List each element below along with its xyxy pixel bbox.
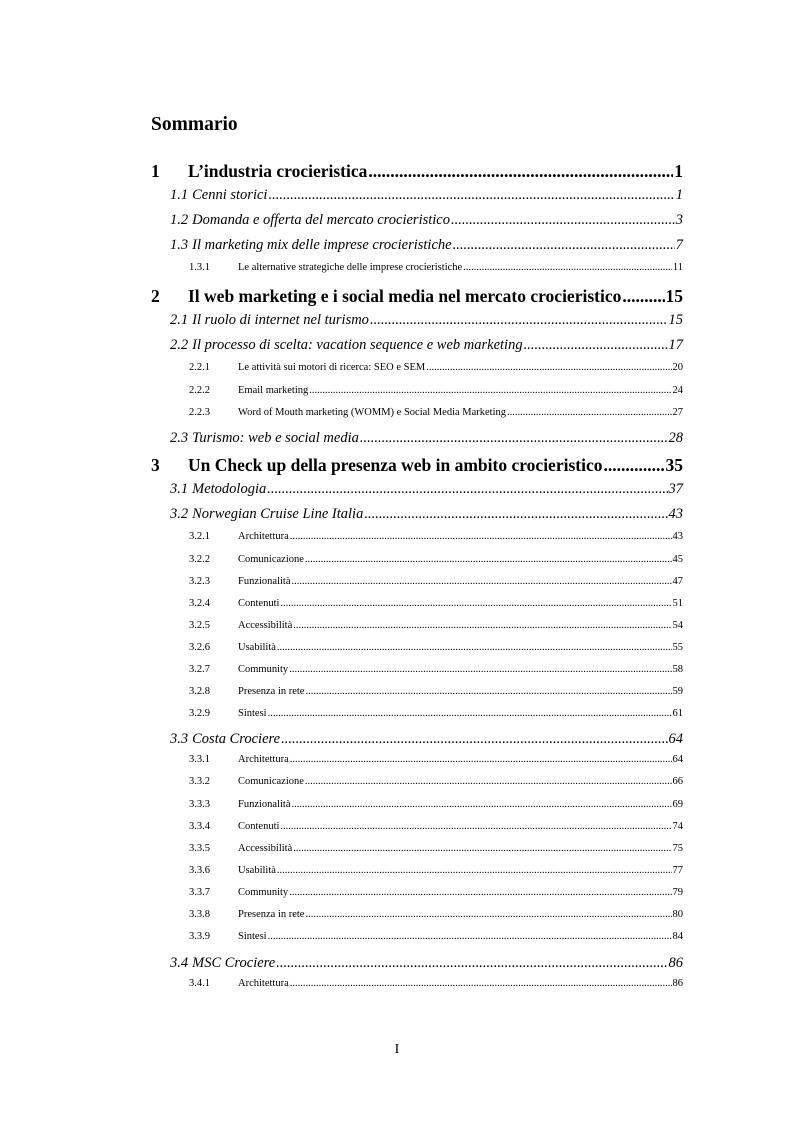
toc-entry-page: 17 — [668, 337, 683, 353]
dot-leader — [305, 686, 671, 697]
dot-leader — [293, 843, 671, 854]
dot-leader — [305, 776, 672, 787]
toc-entry-page: 45 — [672, 554, 683, 565]
toc-entry-title: Le alternative strategiche delle imprese crocieristiche — [238, 262, 463, 273]
toc-entry-title: Domanda e offerta del mercato crocieristico — [192, 212, 450, 228]
toc-entry-page: 27 — [672, 407, 683, 418]
dot-leader — [370, 312, 668, 329]
toc-entry-level2[interactable] — [170, 237, 683, 254]
toc-entry-level1[interactable] — [151, 286, 683, 307]
toc-entry-page: 54 — [672, 620, 683, 631]
toc-entry-number: 1.1 — [170, 187, 189, 203]
toc-entry-title: Funzionalità — [238, 799, 291, 810]
toc-entry-number: 3.3.5 — [189, 843, 210, 854]
toc-entry-level2[interactable] — [170, 731, 683, 748]
toc-entry-page: 3 — [675, 212, 683, 228]
dot-leader — [276, 955, 667, 972]
toc-entry-page: 61 — [672, 708, 683, 719]
toc-entry-level2[interactable] — [170, 212, 683, 229]
dot-leader — [268, 708, 672, 719]
toc-entry-page: 58 — [672, 664, 683, 675]
toc-entry-title: Architettura — [238, 531, 289, 542]
toc-entry-level3[interactable] — [189, 708, 683, 719]
dot-leader — [463, 262, 672, 273]
toc-entry-number: 3 — [151, 455, 160, 475]
toc-entry-number: 3.3.1 — [189, 754, 210, 765]
toc-entry-number: 3.2.1 — [189, 531, 210, 542]
toc-entry-number: 2.2.1 — [189, 362, 210, 373]
toc-entry-title: Comunicazione — [238, 554, 304, 565]
toc-entry-title: Il web marketing e i social media nel mercato crocieristico — [188, 286, 622, 306]
toc-entry-title: Norwegian Cruise Line Italia — [192, 506, 364, 522]
toc-entry-title: Un Check up della presenza web in ambito crocieristico — [188, 455, 603, 475]
toc-entry-title: Sintesi — [238, 708, 267, 719]
toc-entry-page: 59 — [672, 686, 683, 697]
toc-entry-level3[interactable] — [189, 887, 683, 898]
page-number: I — [394, 1042, 400, 1057]
toc-entry-page: 11 — [672, 262, 683, 273]
toc-entry-level3[interactable] — [189, 531, 683, 542]
dot-leader — [426, 362, 671, 373]
toc-entry-level3[interactable] — [189, 799, 683, 810]
toc-entry-level2[interactable] — [170, 312, 683, 329]
toc-entry-page: 1 — [674, 161, 683, 181]
toc-entry-page: 75 — [672, 843, 683, 854]
dot-leader — [289, 887, 671, 898]
toc-entry-page: 1 — [675, 187, 683, 203]
dot-leader — [360, 430, 668, 447]
page-title: Sommario — [151, 114, 238, 135]
dot-leader — [277, 865, 672, 876]
toc-entry-page: 20 — [672, 362, 683, 373]
toc-entry-number: 3.3.2 — [189, 776, 210, 787]
toc-entry-level1[interactable] — [151, 161, 683, 182]
toc-entry-number: 1.2 — [170, 212, 189, 228]
toc-entry-page: 64 — [668, 731, 683, 747]
toc-entry-number: 3.3.4 — [189, 821, 210, 832]
toc-entry-title: Il marketing mix delle imprese crocieristiche — [192, 237, 452, 253]
toc-entry-title: Le attività sui motori di ricerca: SEO e SEM — [238, 362, 426, 373]
dot-leader — [267, 481, 667, 498]
toc-entry-level2[interactable] — [170, 337, 683, 354]
toc-entry-page: 47 — [672, 576, 683, 587]
toc-entry-number: 3.2.2 — [189, 554, 210, 565]
dot-leader — [280, 598, 671, 609]
toc-entry-number: 3.3.8 — [189, 909, 210, 920]
dot-leader — [451, 212, 675, 229]
toc-entry-title: Architettura — [238, 978, 289, 989]
toc-entry-level3[interactable] — [189, 620, 683, 631]
toc-entry-number: 1 — [151, 161, 160, 181]
toc-entry-number: 3.2.9 — [189, 708, 210, 719]
toc-entry-number: 2.1 — [170, 312, 189, 328]
toc-entry-level3[interactable] — [189, 909, 683, 920]
toc-entry-level3[interactable] — [189, 821, 683, 832]
toc-entry-title: Il processo di scelta: vacation sequence e web marketing — [192, 337, 523, 353]
toc-entry-level3[interactable] — [189, 776, 683, 787]
toc-entry-page: 51 — [672, 598, 683, 609]
dot-leader — [268, 187, 674, 204]
toc-entry-level2[interactable] — [170, 481, 683, 498]
toc-entry-title: Usabilità — [238, 642, 276, 653]
toc-entry-number: 3.1 — [170, 481, 189, 497]
toc-entry-number: 3.4 — [170, 955, 189, 971]
dot-leader — [280, 821, 671, 832]
toc-entry-page: 69 — [672, 799, 683, 810]
toc-entry-number: 3.4.1 — [189, 978, 210, 989]
dot-leader — [290, 978, 672, 989]
toc-entry-page: 35 — [665, 455, 683, 475]
toc-entry-level3[interactable] — [189, 576, 683, 587]
toc-entry-level3[interactable] — [189, 598, 683, 609]
dot-leader — [292, 576, 672, 587]
toc-entry-title: Sintesi — [238, 931, 267, 942]
toc-entry-number: 2.2.2 — [189, 385, 210, 396]
toc-entry-level2[interactable] — [170, 187, 683, 204]
toc-entry-page: 66 — [672, 776, 683, 787]
toc-entry-page: 43 — [668, 506, 683, 522]
dot-leader — [309, 385, 671, 396]
toc-entry-page: 74 — [672, 821, 683, 832]
toc-entry-level1[interactable] — [151, 455, 683, 476]
toc-entry-number: 2.3 — [170, 430, 189, 446]
toc-entry-level3[interactable] — [189, 262, 683, 273]
dot-leader — [277, 642, 672, 653]
toc-entry-page: 79 — [672, 887, 683, 898]
dot-leader — [368, 161, 673, 182]
toc-entry-level3[interactable] — [189, 385, 683, 396]
toc-entry-title: Il ruolo di internet nel turismo — [192, 312, 369, 328]
toc-entry-level2[interactable] — [170, 955, 683, 972]
dot-leader — [603, 455, 664, 476]
toc-entry-page: 24 — [672, 385, 683, 396]
dot-leader — [293, 620, 671, 631]
toc-entry-title: Metodologia — [192, 481, 267, 497]
toc-entry-number: 3.3 — [170, 731, 189, 747]
toc-entry-number: 3.3.6 — [189, 865, 210, 876]
dot-leader — [268, 931, 672, 942]
toc-entry-page: 15 — [668, 312, 683, 328]
toc-entry-level3[interactable] — [189, 664, 683, 675]
dot-leader — [524, 337, 668, 354]
toc-entry-number: 3.2.8 — [189, 686, 210, 697]
toc-entry-title: Contenuti — [238, 598, 280, 609]
toc-entry-title: Community — [238, 664, 289, 675]
toc-entry-level3[interactable] — [189, 843, 683, 854]
toc-entry-title: Contenuti — [238, 821, 280, 832]
toc-entry-title: Accessibilità — [238, 843, 293, 854]
toc-entry-title: Funzionalità — [238, 576, 291, 587]
toc-entry-level3[interactable] — [189, 754, 683, 765]
toc-entry-number: 3.2.3 — [189, 576, 210, 587]
toc-entry-title: Cenni storici — [192, 187, 268, 203]
dot-leader — [364, 506, 667, 523]
toc-entry-title: MSC Crociere — [192, 955, 276, 971]
toc-entry-page: 7 — [675, 237, 683, 253]
toc-entry-title: Presenza in rete — [238, 686, 305, 697]
dot-leader — [289, 664, 671, 675]
toc-entry-number: 3.2.6 — [189, 642, 210, 653]
toc-entry-title: Presenza in rete — [238, 909, 305, 920]
dot-leader — [292, 799, 672, 810]
toc-entry-number: 1.3.1 — [189, 262, 210, 273]
toc-entry-level3[interactable] — [189, 686, 683, 697]
dot-leader — [305, 554, 672, 565]
toc-entry-title: Architettura — [238, 754, 289, 765]
toc-entry-level3[interactable] — [189, 407, 683, 418]
toc-entry-page: 84 — [672, 931, 683, 942]
dot-leader — [305, 909, 671, 920]
dot-leader — [622, 286, 664, 307]
dot-leader — [507, 407, 671, 418]
toc-entry-level3[interactable] — [189, 931, 683, 942]
toc-entry-title: Community — [238, 887, 289, 898]
toc-entry-title: Email marketing — [238, 385, 309, 396]
toc-entry-title: Accessibilità — [238, 620, 293, 631]
toc-entry-number: 3.2.7 — [189, 664, 210, 675]
toc-entry-title: Turismo: web e social media — [192, 430, 359, 446]
toc-entry-level3[interactable] — [189, 978, 683, 989]
toc-entry-number: 2 — [151, 286, 160, 306]
dot-leader — [453, 237, 675, 254]
toc-entry-number: 2.2.3 — [189, 407, 210, 418]
dot-leader — [290, 531, 672, 542]
toc-entry-page: 86 — [672, 978, 683, 989]
toc-entry-level3[interactable] — [189, 642, 683, 653]
toc-entry-number: 1.3 — [170, 237, 189, 253]
toc-entry-title: Word of Mouth marketing (WOMM) e Social Media Marketing — [238, 407, 507, 418]
toc-entry-page: 64 — [672, 754, 683, 765]
toc-entry-title: Usabilità — [238, 865, 276, 876]
toc-entry-page: 86 — [668, 955, 683, 971]
toc-entry-number: 3.3.3 — [189, 799, 210, 810]
toc-entry-level3[interactable] — [189, 554, 683, 565]
toc-entry-number: 3.2.5 — [189, 620, 210, 631]
toc-entry-number: 3.2.4 — [189, 598, 210, 609]
toc-entry-level3[interactable] — [189, 362, 683, 373]
toc-entry-title: Comunicazione — [238, 776, 304, 787]
toc-entry-number: 3.3.9 — [189, 931, 210, 942]
toc-entry-title: L’industria crocieristica — [188, 161, 368, 181]
toc-entry-page: 15 — [665, 286, 683, 306]
toc-entry-number: 3.3.7 — [189, 887, 210, 898]
toc-entry-title: Costa Crociere — [192, 731, 281, 747]
toc-entry-page: 77 — [672, 865, 683, 876]
toc-entry-level2[interactable] — [170, 506, 683, 523]
toc-entry-number: 3.2 — [170, 506, 189, 522]
dot-leader — [281, 731, 667, 748]
toc-entry-page: 28 — [668, 430, 683, 446]
toc-entry-page: 43 — [672, 531, 683, 542]
toc-entry-page: 37 — [668, 481, 683, 497]
toc-entry-level3[interactable] — [189, 865, 683, 876]
dot-leader — [290, 754, 672, 765]
toc-entry-number: 2.2 — [170, 337, 189, 353]
toc-entry-page: 55 — [672, 642, 683, 653]
toc-entry-page: 80 — [672, 909, 683, 920]
toc-entry-level2[interactable] — [170, 430, 683, 447]
